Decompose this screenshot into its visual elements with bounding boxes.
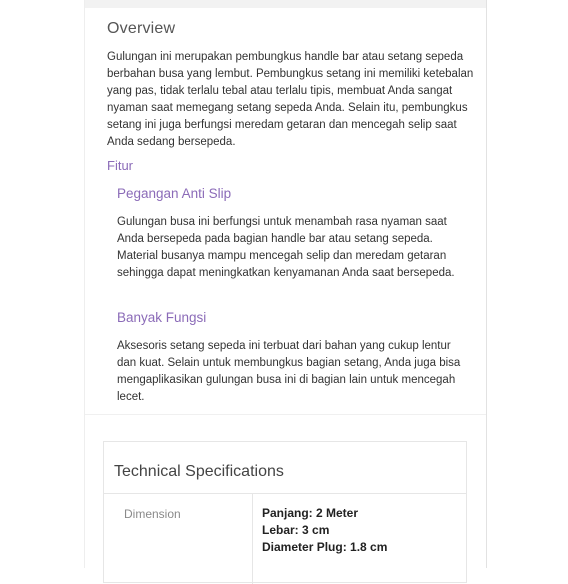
feature-title-multi-function: Banyak Fungsi — [117, 310, 207, 325]
features-heading: Fitur — [107, 158, 133, 173]
feature-title-anti-slip: Pegangan Anti Slip — [117, 186, 232, 201]
spec-key-dimension: Dimension — [124, 507, 181, 521]
top-strip — [85, 0, 486, 8]
spec-value-plug-diameter: Diameter Plug: 1.8 cm — [262, 540, 388, 554]
spec-values-dimension — [262, 505, 387, 556]
feature-text-multi-function: Aksesoris setang sepeda ini terbuat dari bahan yang cukup lentur dan kuat. Selain untuk membungkus bagian setang, Anda juga bisa mengaplikasikan gulungan busa ini di bagian lain untuk mencegah lecet. — [117, 340, 461, 403]
spec-key-cell — [104, 494, 253, 584]
specs-heading: Technical Specifications — [114, 463, 284, 480]
spec-value-width: Lebar: 3 cm — [262, 523, 330, 537]
technical-specifications-card — [103, 441, 467, 583]
spec-value-length: Panjang: 2 Meter — [262, 506, 359, 520]
section-divider — [85, 414, 486, 415]
spec-row-dimension — [104, 493, 466, 584]
feature-text-anti-slip: Gulungan busa ini berfungsi untuk menambah rasa nyaman saat Anda bersepeda pada bagian handle bar atau setang sepeda. Material busanya mampu mencegah selip dan meredam getaran sehingga dapat meningkatkan kenyamanan Anda saat bersepeda. — [117, 216, 455, 279]
overview-text: Gulungan ini merupakan pembungkus handle bar atau setang sepeda berbahan busa yang lembut. Pembungkus setang ini memiliki ketebalan yang pas, tidak terlalu tebal atau terlalu tipis, membuat Anda sangat nyaman saat memegang setang sepeda Anda. Selain itu, pembungkus setang ini juga berfungsi meredam getaran dan mencegah selip saat Anda sedang bersepeda. — [107, 51, 474, 148]
overview-heading: Overview — [107, 20, 176, 37]
